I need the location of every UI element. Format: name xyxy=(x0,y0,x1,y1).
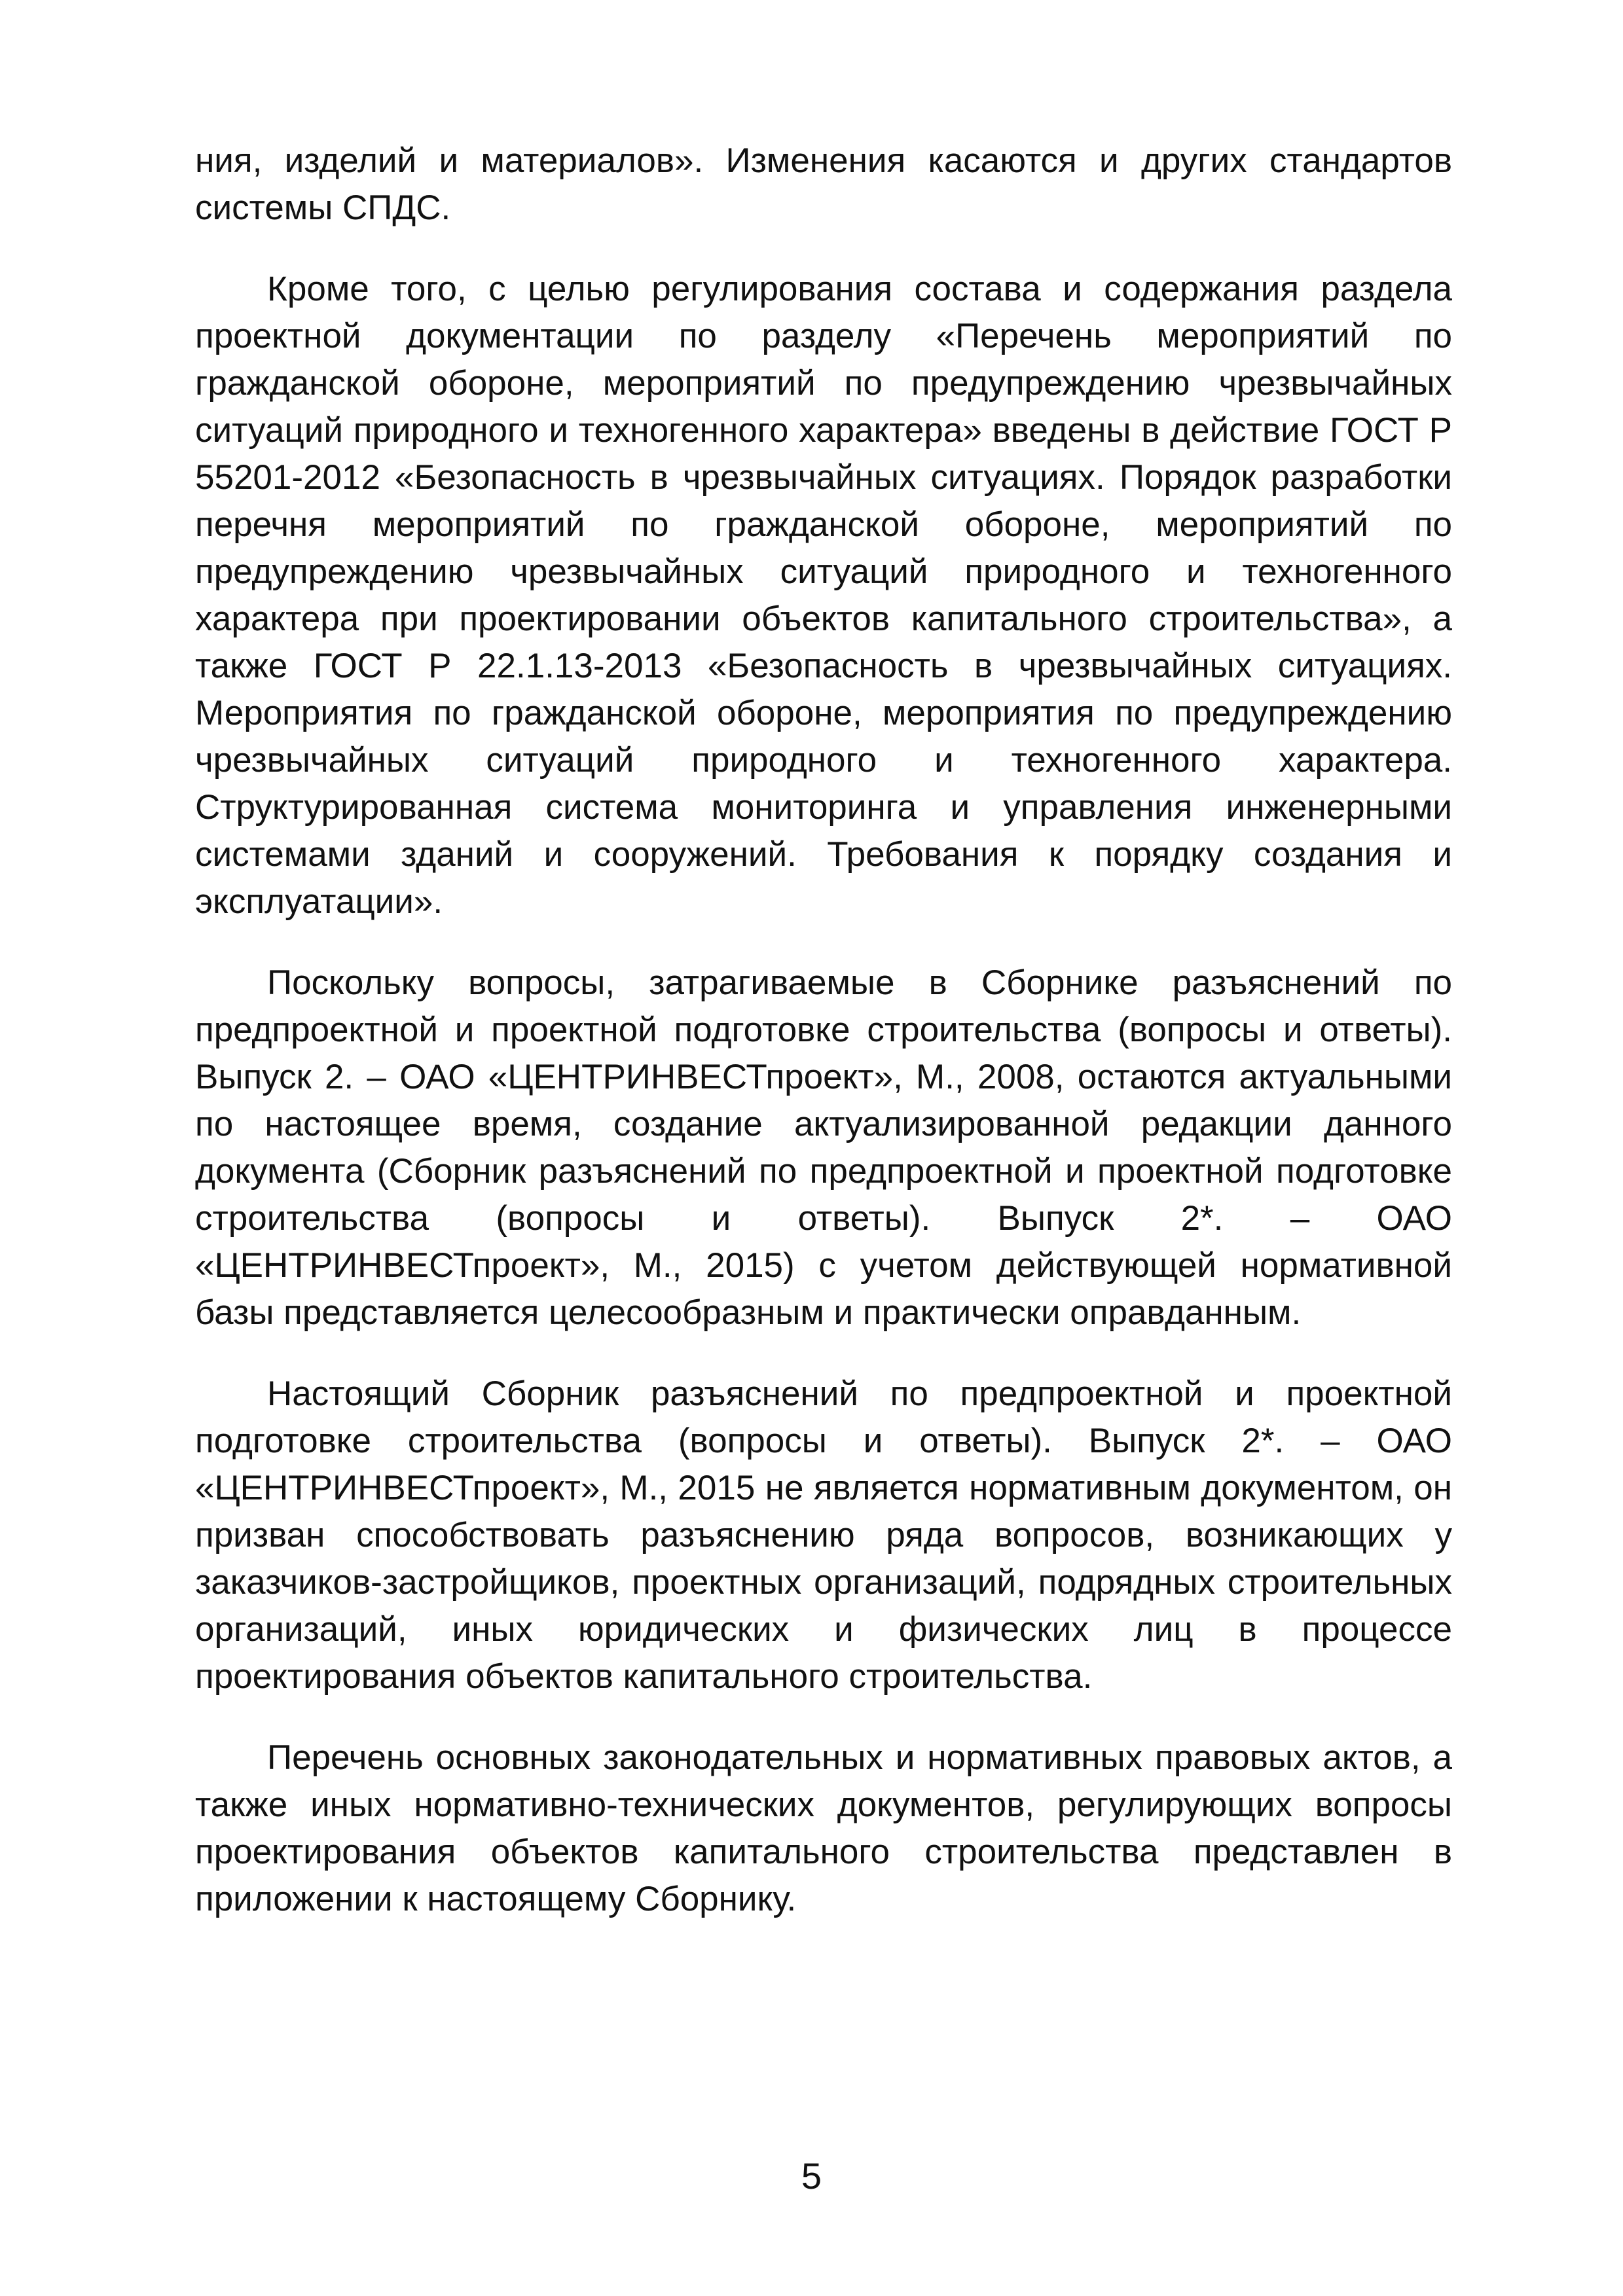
paragraph-gost-standards: Кроме того, с целью регулирования состава и содержания раздела проектной документации по разделу «Перечень мероприятий по гражданской обороне, мероприятий по предупреждению чрезвычайных ситуаций природного и техногенного характера» введены в действие ГОСТ Р 55201-2012 «Безопасность в чрезвычайных ситуациях. Порядок разработки перечня мероприятий по гражданской обороне, мероприятий по предупреждению чрезвычайных ситуаций природного и техногенного характера при проектировании объектов капитального строительства», а также ГОСТ Р 22.1.13-2013 «Безопасность в чрезвычайных ситуациях. Мероприятия по гражданской обороне, мероприятия по предупреждению чрезвычайных ситуаций природного и техногенного характера. Структурированная система мониторинга и управления инженерными системами зданий и сооружений. Требования к порядку создания и эксплуатации». xyxy=(195,270,1452,921)
page-number: 5 xyxy=(801,2155,822,2197)
paragraph-collection-purpose: Настоящий Сборник разъяснений по предпроектной и проектной подготовке строительства (вопросы и ответы). Выпуск 2*. – ОАО «ЦЕНТРИНВЕСТпроект», М., 2015 не является нормативным документом, он призван способствовать разъяснению ряда вопросов, возникающих у заказчиков-застройщиков, проектных организаций, подрядных строительных организаций, иных юридических и физических лиц в процессе проектирования объектов капитального строительства. xyxy=(195,1374,1452,1696)
paragraph-appendix-reference: Перечень основных законодательных и нормативных правовых актов, а также иных нормативно-технических документов, регулирующих вопросы проектирования объектов капитального строительства представлен в приложении к настоящему Сборнику. xyxy=(195,1738,1452,1918)
body-text xyxy=(195,137,1452,1957)
paragraph-previous-edition: Поскольку вопросы, затрагиваемые в Сборнике разъяснений по предпроектной и проектной подготовке строительства (вопросы и ответы). Выпуск 2. – ОАО «ЦЕНТРИНВЕСТпроект», М., 2008, остаются актуальными по настоящее время, создание актуализированной редакции данного документа (Сборник разъяснений по предпроектной и проектной подготовке строительства (вопросы и ответы). Выпуск 2*. – ОАО «ЦЕНТРИНВЕСТпроект», М., 2015) с учетом действующей нормативной базы представляется целесообразным и практически оправданным. xyxy=(195,963,1452,1332)
paragraph-continuation: ния, изделий и материалов». Изменения касаются и других стандартов системы СПДС. xyxy=(195,141,1452,227)
